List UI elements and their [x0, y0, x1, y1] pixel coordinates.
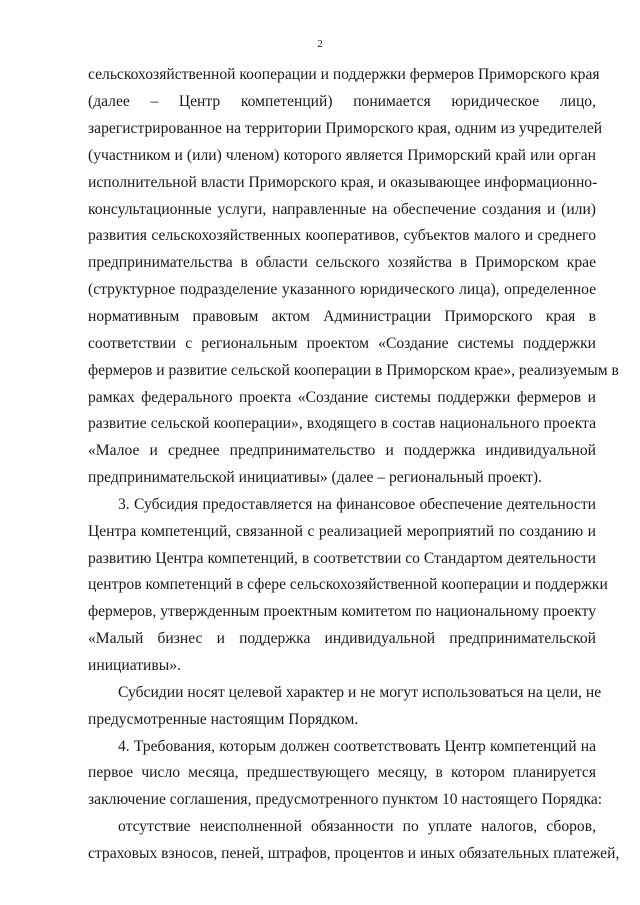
text-line: развитие сельской кооперации», входящего в состав национального проекта [88, 415, 596, 432]
text-line: заключение соглашения, предусмотренного пунктом 10 настоящего Порядка: [88, 791, 603, 808]
text-line: предпринимательства в области сельского хозяйства в Приморском крае [88, 254, 596, 271]
text-line: страховых взносов, пеней, штрафов, процентов и иных обязательных платежей, [88, 845, 620, 862]
text-line: предусмотренные настоящим Порядком. [88, 711, 359, 728]
text-line: центров компетенций в сфере сельскохозяйственной кооперации и поддержки [88, 576, 608, 593]
text-line: сельскохозяйственной кооперации и поддержки фермеров Приморского края [88, 66, 600, 83]
text-line: (далее – Центр компетенций) понимается юридическое лицо, [88, 93, 596, 110]
text-line: развития сельскохозяйственных кооперативов, субъектов малого и среднего [88, 227, 596, 244]
text-line: фермеров, утвержденным проектным комитетом по национальному проекту [88, 603, 596, 620]
text-line: «Малое и среднее предпринимательство и поддержка индивидуальной [88, 442, 596, 459]
text-line: (участником и (или) членом) которого является Приморский край или орган [88, 147, 596, 164]
text-line: нормативным правовым актом Администрации Приморского края в [88, 308, 596, 325]
text-line: развитию Центра компетенций, в соответствии со Стандартом деятельности [88, 550, 596, 567]
text-line: 4. Требования, которым должен соответствовать Центр компетенций на [118, 738, 596, 755]
text-line: зарегистрированное на территории Приморского края, одним из учредителей [88, 120, 603, 137]
text-line: рамках федерального проекта «Создание системы поддержки фермеров и [88, 389, 596, 406]
text-line: «Малый бизнес и поддержка индивидуальной предпринимательской [88, 630, 596, 647]
text-line: инициативы». [88, 657, 181, 674]
text-line: соответствии с региональным проектом «Создание системы поддержки [88, 335, 596, 352]
text-line: Субсидии носят целевой характер и не могут использоваться на цели, не [118, 684, 602, 701]
text-line: предпринимательской инициативы» (далее – региональный проект). [88, 469, 542, 486]
text-line: отсутствие неисполненной обязанности по уплате налогов, сборов, [118, 818, 596, 835]
text-line: первое число месяца, предшествующего месяцу, в котором планируется [88, 764, 596, 781]
page-number: 2 [317, 38, 323, 50]
text-line: фермеров и развитие сельской кооперации в Приморском крае», реализуемым в [88, 362, 619, 379]
text-line: консультационные услуги, направленные на обеспечение создания и (или) [88, 201, 596, 218]
text-line: исполнительной власти Приморского края, и оказывающее информационно- [88, 174, 598, 191]
text-line: Центра компетенций, связанной с реализацией мероприятий по созданию и [88, 523, 596, 540]
text-line: (структурное подразделение указанного юридического лица), определенное [88, 281, 596, 298]
text-line: 3. Субсидия предоставляется на финансовое обеспечение деятельности [118, 496, 596, 513]
